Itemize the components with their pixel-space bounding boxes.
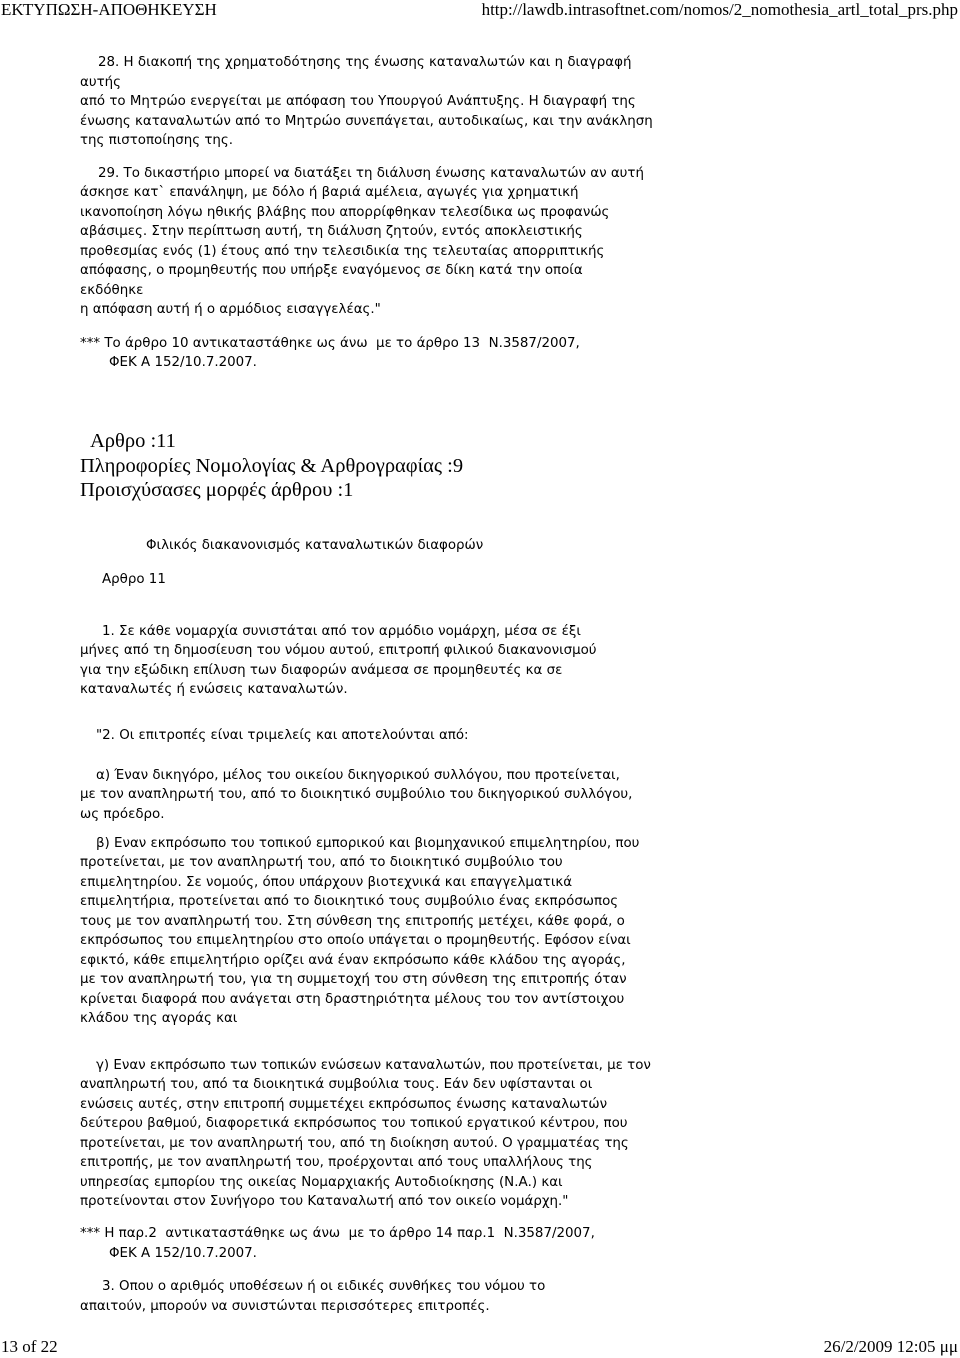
text-line: με τον αναπληρωτή του, από το διοικητικό συμβούλιο του δικηγορικού συλλόγου,	[80, 787, 633, 802]
text-line: με τον αναπληρωτή του, για τη συμμετοχή του στη σύνθεση της επιτροπής όταν	[80, 972, 627, 987]
text-line: απαιτούν, μπορούν να συνιστώνται περισσότερες επιτροπές.	[80, 1299, 490, 1314]
amendment-note: *** Η παρ.2 αντικαταστάθηκε ως άνω με το άρθρο 14 παρ.1 Ν.3587/2007,	[80, 1226, 595, 1241]
text-line: προθεσμίας ενός (1) έτους από την τελεσιδικία της τελευταίας απορριπτικής	[80, 244, 605, 259]
text-line: από το Μητρώο ενεργείται με απόφαση του Υπουργού Ανάπτυξης. Η διαγραφή της	[80, 94, 636, 109]
text-line: ένωσης καταναλωτών από το Μητρώο συνεπάγεται, αυτοδικαίως, και την ανάκληση	[80, 114, 653, 129]
text-line: αυτής	[80, 75, 121, 90]
text-line: αβάσιμες. Στην περίπτωση αυτή, τη διάλυση ζητούν, εντός αποκλειστικής	[80, 224, 583, 239]
page-number: 13 of 22	[1, 1337, 58, 1356]
article-title: Φιλικός διακανονισμός καταναλωτικών διαφορών	[146, 538, 484, 553]
text-line: απόφασης, ο προμηθευτής που υπήρξε εναγόμενος σε δίκη κατά την οποία	[80, 263, 583, 278]
amendment-note: *** Το άρθρο 10 αντικαταστάθηκε ως άνω με το άρθρο 13 Ν.3587/2007,	[80, 336, 580, 351]
text-line: η απόφαση αυτή ή ο αρμόδιος εισαγγελέας."	[80, 302, 381, 317]
text-line: εφικτό, κάθε επιμελητήριο ορίζει ανά έναν εκπρόσωπο κάθε κλάδου της αγοράς,	[80, 953, 626, 968]
text-line: της πιστοποίησης της.	[80, 133, 234, 148]
text-line: γ) Εναν εκπρόσωπο των τοπικών ενώσεων καταναλωτών, που προτείνεται, με τον	[96, 1058, 651, 1073]
amendment-note: ΦΕΚ Α 152/10.7.2007.	[109, 355, 257, 370]
text-line: 29. Το δικαστήριο μπορεί να διατάξει τη διάλυση ένωσης καταναλωτών αν αυτή	[98, 166, 644, 181]
text-line: κλάδου της αγοράς και	[80, 1011, 238, 1026]
text-line: προτείνεται, με τον αναπληρωτή του, από τη διοίκηση αυτού. Ο γραμματέας της	[80, 1136, 629, 1151]
amendment-note: ΦΕΚ Α 152/10.7.2007.	[109, 1246, 257, 1261]
article-label: Αρθρο 11	[102, 572, 166, 587]
previous-versions-link[interactable]: Προισχύσασες μορφές άρθρου :1	[80, 479, 354, 501]
text-line: β) Εναν εκπρόσωπο του τοπικού εμπορικού και βιομηχανικού επιμελητηρίου, που	[96, 836, 640, 851]
text-line: επιτροπής, με τον αναπληρωτή του, προέρχονται από τους υπαλλήλους της	[80, 1155, 593, 1170]
text-line: ως πρόεδρο.	[80, 807, 165, 822]
text-line: προτείνεται, με τον αναπληρωτή του, από το διοικητικό συμβούλιο του	[80, 855, 563, 870]
document-title: ΕΚΤΥΠΩΣΗ-ΑΠΟΘΗΚΕΥΣΗ	[1, 0, 217, 19]
text-line: επιμελητήρια, προτείνεται από το διοικητικό τους συμβούλιο ένας εκπρόσωπος	[80, 894, 619, 909]
text-line: τους με τον αναπληρωτή του. Στη σύνθεση της επιτροπής μετέχει, κάθε φορά, ο	[80, 914, 625, 929]
text-line: προτείνονται στον Συνήγορο του Καταναλωτή από τον οικείο νομάρχη."	[80, 1194, 569, 1209]
text-line: υπηρεσίας εμπορίου της οικείας Νομαρχιακής Αυτοδιοίκησης (Ν.Α.) και	[80, 1175, 563, 1190]
page-url: http://lawdb.intrasoftnet.com/nomos/2_nomothesia_artl_total_prs.php	[481, 0, 958, 19]
text-line: άσκησε κατ` επανάληψη, με δόλο ή βαριά αμέλεια, αγωγές για χρηματική	[80, 185, 579, 200]
text-line: για την εξώδικη επίλυση των διαφορών ανάμεσα σε προμηθευτές κα σε	[80, 663, 563, 678]
text-line: επιμελητηρίου. Σε νομούς, όπου υπάρχουν βιοτεχνικά και επαγγελματικά	[80, 875, 573, 890]
text-line: 28. Η διακοπή της χρηματοδότησης της ένωσης καταναλωτών και η διαγραφή	[98, 55, 632, 70]
text-line: 1. Σε κάθε νομαρχία συνιστάται από τον αρμόδιο νομάρχη, μέσα σε έξι	[102, 624, 581, 639]
text-line: ενώσεις αυτές, στην επιτροπή συμμετέχει εκπρόσωπος ένωσης καταναλωτών	[80, 1097, 608, 1112]
text-line: "2. Οι επιτροπές είναι τριμελείς και αποτελούνται από:	[96, 728, 469, 743]
text-line: κρίνεται διαφορά που ανάγεται στη δραστηριότητα μέλους του τον αντίστοιχου	[80, 992, 625, 1007]
text-line: αναπληρωτή του, από τα διοικητικά συμβούλια τους. Εάν δεν υφίστανται οι	[80, 1077, 593, 1092]
text-line: 3. Οπου ο αριθμός υποθέσεων ή οι ειδικές συνθήκες του νόμου το	[102, 1279, 546, 1294]
text-line: δεύτερου βαθμού, διαφορετικά εκπρόσωπος του τοπικού εργατικού κέντρου, που	[80, 1116, 628, 1131]
case-law-info-link[interactable]: Πληροφορίες Νομολογίας & Αρθρογραφίας :9	[80, 455, 464, 477]
print-datetime: 26/2/2009 12:05 μμ	[823, 1337, 958, 1356]
text-line: ικανοποίηση λόγω ηθικής βλάβης που απορρίφθηκαν τελεσίδικα ως προφανώς	[80, 205, 610, 220]
text-line: εκπρόσωπος του επιμελητηρίου στο οποίο υπάγεται ο προμηθευτής. Εφόσον είναι	[80, 933, 631, 948]
text-line: εκδόθηκε	[80, 283, 144, 298]
text-line: καταναλωτές ή ενώσεις καταναλωτών.	[80, 682, 348, 697]
article-number-link[interactable]: Αρθρο :11	[90, 430, 176, 452]
text-line: μήνες από τη δημοσίευση του νόμου αυτού, επιτροπή φιλικού διακανονισμού	[80, 643, 597, 658]
text-line: α) Έναν δικηγόρο, μέλος του οικείου δικηγορικού συλλόγου, που προτείνεται,	[96, 768, 620, 783]
